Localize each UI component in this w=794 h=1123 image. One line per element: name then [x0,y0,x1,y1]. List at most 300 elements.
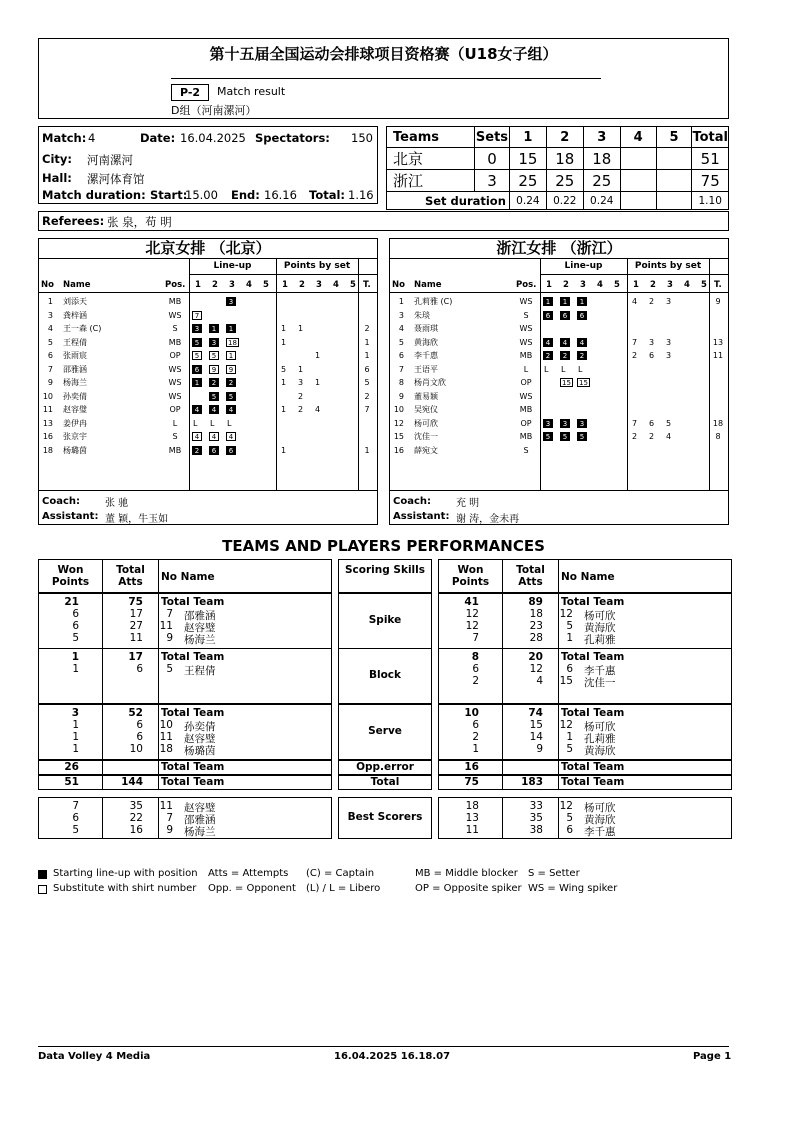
lineup-start-box: 2 [226,378,236,387]
name-total: Total Team [561,707,625,719]
player-no: 11 [159,800,173,812]
player-pos: WS [519,337,533,347]
player-no: 5 [47,337,53,347]
player-name: 赵容璧 [63,405,87,414]
lineup-start-box: 2 [560,351,570,360]
player-no: 1 [566,731,573,743]
total-atts: 27 [129,620,143,632]
won-points: 8 [471,651,479,663]
points-by-set: 2 [298,405,304,414]
perf-col-divider [158,649,159,703]
won-points: 6 [72,620,79,632]
perf-col-divider [558,776,559,789]
player-name: 姜伊冉 [63,418,87,428]
lineup-start-box: 2 [543,351,553,360]
name-total: Total Team [161,596,225,608]
atts-header: Total Atts [516,564,545,588]
player-name: 王程倩 [184,665,216,677]
player-name: 李千惠 [414,351,438,360]
points-set-num: 3 [667,280,673,290]
total-atts: 17 [129,608,143,620]
won-points: 18 [465,800,479,812]
points-by-set: 1 [281,337,287,347]
player-pos: MB [519,432,533,441]
player-name: 邵雅涵 [63,364,87,374]
player-row [390,295,728,308]
lineup-set-num: 1 [195,280,201,290]
lineup-libero: L [227,418,232,428]
lineup-sub-box: 9 [209,365,219,374]
start-label: Start: [150,188,188,202]
player-pos: OP [520,418,532,428]
player-no: 12 [559,719,573,731]
player-no: 4 [398,324,404,333]
player-pos: WS [519,297,533,306]
player-name: 龚梓涵 [63,310,87,320]
player-total: 9 [715,297,721,306]
score-header-cell: 3 [583,127,620,148]
team-title: 北京女排 （北京） [145,239,271,257]
player-row [390,336,728,349]
player-name: 沈佳一 [414,432,438,441]
coach-divider [39,490,377,491]
legend-opp: Opp. = Opponent [208,883,296,894]
lineup-start-box: 6 [209,446,219,455]
lineup-start-box: 1 [192,378,202,387]
won-points: 2 [472,675,479,687]
assistant-label: Assistant: [42,511,99,522]
lineup-start-box: 1 [577,297,587,306]
won-points: 5 [72,632,79,644]
player-row [390,390,728,403]
player-name: 刘添天 [63,297,87,306]
skill-cell [338,760,432,775]
points-set-num: 2 [650,280,656,290]
player-total: 5 [364,378,370,387]
won-points: 12 [465,608,479,620]
player-row [39,403,377,416]
perf-block [38,648,332,704]
player-name: 张京宇 [63,432,87,441]
player-total: 2 [364,391,370,401]
score-cell: 51 [692,148,729,170]
score-cell: 0 [475,148,510,170]
skill-cell [338,593,432,649]
won-points: 6 [72,812,79,824]
perf-header-box [438,559,732,593]
player-name: 孔莉雅 (C) [414,297,453,306]
points-by-set: 6 [649,418,655,428]
player-no: 5 [566,620,573,632]
lineup-start-box: 6 [192,365,202,374]
points-by-set: 3 [649,337,655,347]
player-name: 杨可欣 [584,721,616,733]
points-by-set: 6 [649,351,655,360]
total-atts: 22 [129,812,143,824]
player-no: 4 [47,324,53,333]
player-pos: S [172,324,178,333]
player-no: 10 [159,719,173,731]
lineup-libero: L [561,364,566,374]
lineup-start-box: 6 [560,311,570,320]
lineup-start-box: 4 [577,338,587,347]
col-no: No [392,280,405,290]
points-set-num: 5 [350,280,356,290]
player-no: 7 [398,364,404,374]
legend-mb: MB = Middle blocker [415,868,518,879]
player-name: 邵雅涵 [184,610,216,622]
player-no: 8 [398,378,404,387]
player-name: 董易颖 [414,391,438,401]
player-pos: WS [519,391,533,401]
player-pos: OP [520,378,532,387]
referees-box [38,211,729,231]
col-t: T. [714,280,722,290]
player-pos: OP [169,405,181,414]
report-subtitle: Match result [217,85,286,98]
skill-header-box [338,559,432,593]
lineup-set-num: 5 [614,280,620,290]
lineup-start-box: 6 [226,446,236,455]
set-duration-cell [620,192,656,210]
won-points: 12 [465,620,479,632]
footer-center: 16.04.2025 16.18.07 [334,1051,451,1062]
won-points: 1 [71,651,79,663]
won-points: 16 [464,761,479,773]
total-atts: 33 [529,800,543,812]
player-name: 赵容璧 [184,733,216,745]
team-a-panel [38,238,378,525]
perf-block [438,648,732,704]
lineup-header: Line-up [213,261,252,271]
match-label: Match: [42,131,87,145]
total-atts: 6 [136,731,143,743]
won-points: 1 [72,731,79,743]
set-duration-cell: 1.10 [692,192,729,210]
group-label: D组（河南漯河） [171,104,257,117]
points-by-set: 1 [315,378,321,387]
score-cell: 3 [475,170,510,192]
points-by-set: 4 [666,432,672,441]
player-name: 薛宛文 [414,445,438,455]
player-name: 杨可欣 [584,802,616,814]
player-row [39,390,377,403]
coach-name: 充 明 [456,498,480,509]
won-points: 41 [464,596,479,608]
points-header: Points by set [283,261,351,271]
lineup-start-box: 1 [209,324,219,333]
points-set-num: 4 [684,280,690,290]
score-cell: 25 [546,170,583,192]
lineup-sub-box: 4 [192,432,202,441]
total-atts: 6 [136,719,143,731]
lineup-sub-box: 1 [226,351,236,360]
player-no: 9 [166,632,173,644]
skill-header: Scoring Skills [344,564,426,576]
col-pos: Pos. [165,280,186,290]
won-points: 26 [64,761,79,773]
name-total: Total Team [161,707,225,719]
name-total: Total Team [561,761,625,773]
total-atts: 35 [529,812,543,824]
lineup-set-num: 2 [212,280,218,290]
end-value: 16.16 [264,188,297,202]
lineup-start-box: 4 [226,405,236,414]
player-no: 5 [566,812,573,824]
player-row [390,376,728,389]
player-no: 12 [393,418,404,428]
legend [38,868,738,902]
report-code: P-2 [171,84,209,101]
player-total: 1 [364,337,370,347]
player-total: 1 [364,351,370,360]
skill-name: Total [370,776,400,788]
lineup-start-box: 3 [543,419,553,428]
lineup-start-box: 5 [226,392,236,401]
player-pos: MB [519,351,533,360]
header-rule-1 [189,274,377,275]
perf-block [38,704,332,760]
player-name: 黄海欣 [584,814,616,826]
date-value: 16.04.2025 [180,131,246,145]
perf-col-divider [102,761,103,774]
won-points: 3 [71,707,79,719]
won-points: 1 [472,743,479,755]
total-atts: 10 [129,743,143,755]
won-points: 6 [472,719,479,731]
total-atts: 38 [529,824,543,836]
player-row [39,309,377,322]
perf-col-divider [158,761,159,774]
points-by-set: 1 [315,351,321,360]
player-name: 李千惠 [584,826,616,838]
player-row [39,376,377,389]
legend-starting: Starting line-up with position [53,868,198,879]
points-by-set: 1 [298,324,304,333]
name-total: Total Team [561,776,625,788]
points-by-set: 3 [666,337,672,347]
lineup-start-box: 3 [560,419,570,428]
score-cell: 75 [692,170,729,192]
perf-col-divider [158,560,159,592]
player-no: 15 [559,675,573,687]
player-name: 赵容璧 [184,622,216,634]
player-no: 6 [398,351,404,360]
player-no: 7 [166,812,173,824]
total-atts: 144 [121,776,143,788]
points-by-set: 4 [632,297,638,306]
end-label: End: [231,188,260,202]
name-total: Total Team [561,596,625,608]
lineup-start-box: 3 [226,297,236,306]
total-atts: 11 [129,632,143,644]
total-atts: 35 [129,800,143,812]
player-name: 赵容璧 [184,802,216,814]
score-cell: 18 [583,148,620,170]
lineup-set-num: 3 [580,280,586,290]
player-no: 12 [559,608,573,620]
player-pos: OP [169,351,181,360]
lineup-start-box: 4 [209,405,219,414]
lineup-start-box: 2 [577,351,587,360]
player-pos: MB [168,445,182,455]
score-header-cell: Sets [475,127,510,148]
lineup-sub-box: 5 [209,351,219,360]
col-name: Name [63,280,91,290]
lineup-start-box: 6 [577,311,587,320]
points-by-set: 5 [666,418,672,428]
spectators-label: Spectators: [255,131,330,145]
player-row [39,295,377,308]
footer-left: Data Volley 4 Media [38,1051,151,1062]
lineup-libero: L [578,364,583,374]
points-by-set: 2 [632,351,638,360]
player-no: 6 [566,824,573,836]
lineup-start-box: 4 [543,338,553,347]
points-set-num: 1 [633,280,639,290]
points-by-set: 5 [281,364,287,374]
won-points: 6 [72,608,79,620]
performance-area [38,559,732,839]
won-points: 1 [72,663,79,675]
lineup-sub-box: 4 [226,432,236,441]
lineup-start-box: 5 [577,432,587,441]
score-cell: 15 [509,148,546,170]
total-atts: 20 [528,651,543,663]
player-no: 10 [393,405,404,414]
player-name: 王程倩 [63,337,87,347]
lineup-start-box: 3 [192,324,202,333]
won-points: 1 [72,719,79,731]
duration-label: Match duration: [42,188,146,202]
player-no: 11 [42,405,53,414]
player-name: 邵雅涵 [184,814,216,826]
header-rule-1 [540,274,728,275]
lineup-set-num: 5 [263,280,269,290]
score-header-cell: Total [692,127,729,148]
perf-block [438,593,732,649]
player-name: 杨海兰 [184,634,216,646]
player-row [390,309,728,322]
player-name: 王语平 [414,364,438,374]
player-name: 杨肖文欣 [414,378,446,387]
footer-rule [38,1046,729,1047]
player-row [39,349,377,362]
total-atts: 16 [129,824,143,836]
points-by-set: 3 [666,351,672,360]
player-no: 16 [393,445,404,455]
skill-cell [338,775,432,790]
perf-summary-row [438,760,732,775]
player-name: 孔莉雅 [584,733,616,745]
player-name: 杨璐茵 [184,745,216,757]
name-total: Total Team [161,761,225,773]
coach-label: Coach: [42,496,81,507]
legend-ws: WS = Wing spiker [528,883,618,894]
player-no: 11 [159,731,173,743]
perf-summary-row [38,775,332,790]
player-total: 7 [364,405,370,414]
player-pos: WS [168,391,182,401]
player-row [39,363,377,376]
player-pos: S [172,432,178,441]
player-pos: WS [519,324,533,333]
points-by-set: 3 [666,297,672,306]
player-no: 5 [398,337,404,347]
col-pos: Pos. [516,280,537,290]
player-pos: MB [168,337,182,347]
score-header-cell: Teams [387,127,475,148]
hall-value: 漯河体育馆 [87,172,145,186]
player-pos: S [523,310,529,320]
won-points: 10 [464,707,479,719]
footer-right: Page 1 [693,1051,732,1062]
skill-name: Spike [368,614,402,626]
total-atts: 52 [128,707,143,719]
lineup-libero: L [193,418,198,428]
set-duration-label: Set duration [387,192,510,210]
won-points: 75 [464,776,479,788]
points-by-set: 1 [281,324,287,333]
perf-col-divider [558,761,559,774]
skill-name: Serve [368,725,402,737]
lineup-sub-box: 15 [560,378,573,387]
won-points: 6 [472,663,479,675]
lineup-start-box: 6 [543,311,553,320]
player-pos: WS [168,364,182,374]
lineup-libero: L [210,418,215,428]
set-duration-cell [656,192,692,210]
player-no: 11 [159,620,173,632]
lineup-set-num: 4 [597,280,603,290]
lineup-sub-box: 9 [226,365,236,374]
lineup-sub-box: 7 [192,311,202,320]
score-cell: 18 [546,148,583,170]
match-number: 4 [88,131,96,145]
points-by-set: 1 [281,405,287,414]
won-header: Won Points [51,564,90,588]
player-no: 16 [42,432,53,441]
score-table [386,126,729,208]
perf-summary-row [438,775,732,790]
player-no: 5 [166,663,173,675]
player-pos: S [523,445,529,455]
won-points: 1 [72,743,79,755]
name-header: No Name [161,571,215,583]
points-by-set: 1 [281,378,287,387]
player-no: 9 [398,391,404,401]
title-rule [171,78,601,79]
perf-block [438,704,732,760]
player-no: 6 [566,663,573,675]
player-no: 18 [159,743,173,755]
player-no: 7 [166,608,173,620]
player-row [390,349,728,362]
won-points: 5 [72,824,79,836]
player-name: 孙奕倩 [184,721,216,733]
player-name: 黄海欣 [414,337,438,347]
team-b-panel [389,238,729,525]
player-row [39,322,377,335]
lineup-start-box: 4 [192,405,202,414]
player-name: 吴宛仪 [414,405,438,414]
won-points: 7 [72,800,79,812]
lineup-start-box: 3 [209,338,219,347]
skill-cell [338,704,432,760]
player-name: 杨海兰 [63,378,87,387]
coach-name: 张 驰 [105,498,129,509]
won-points: 2 [472,731,479,743]
